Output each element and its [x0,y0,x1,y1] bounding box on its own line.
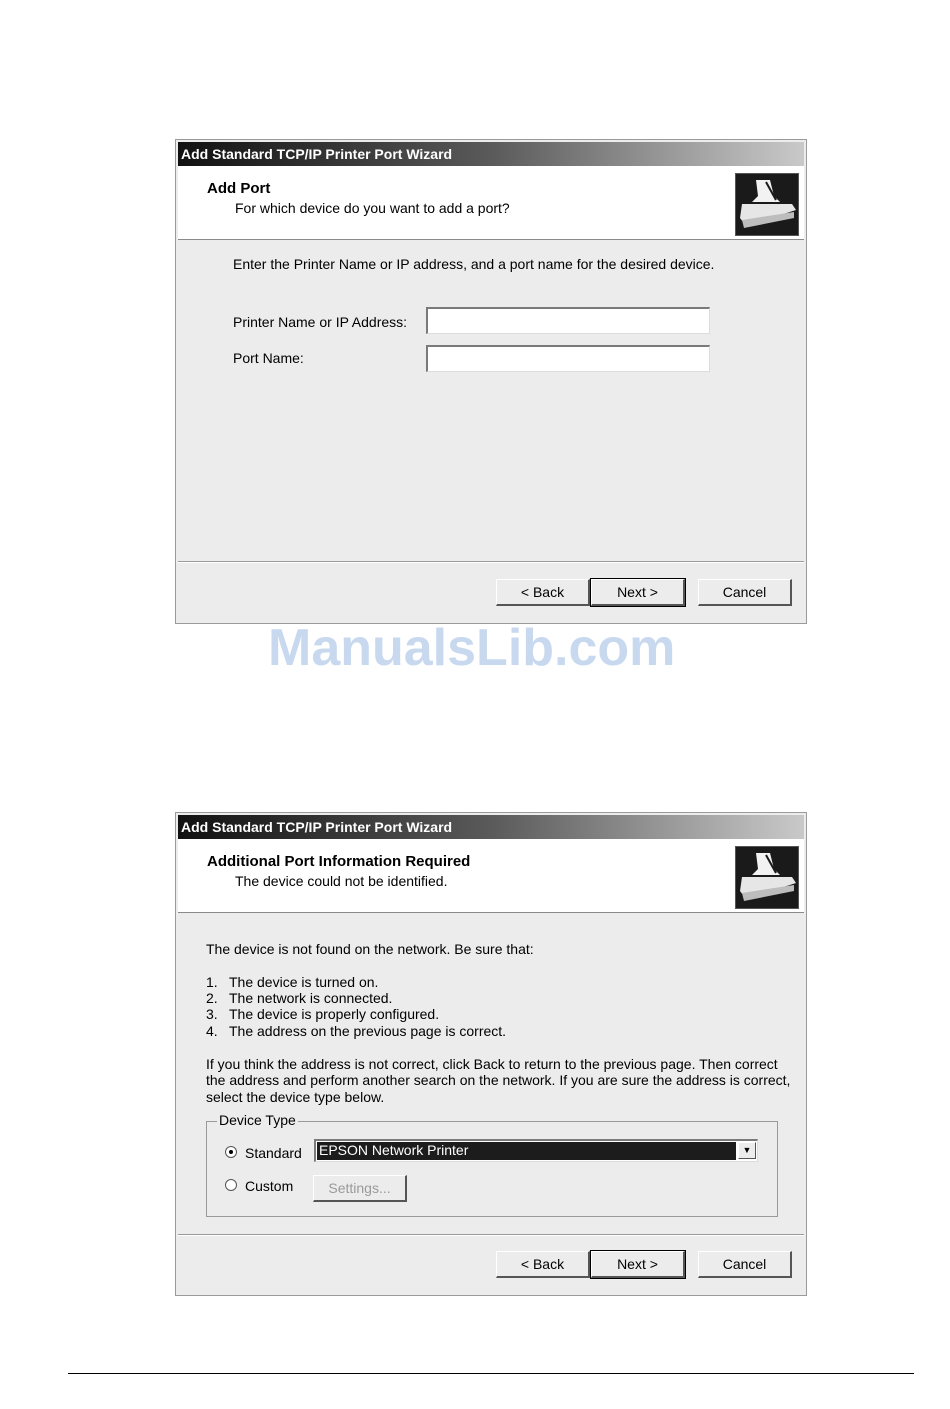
instruction-text: Enter the Printer Name or IP address, and a port name for the desired device. [233,256,715,272]
checklist-item [206,1006,439,1022]
next-button[interactable]: Next > [591,1251,685,1278]
port-name-label: Port Name: [233,350,304,366]
device-type-group [206,1112,778,1217]
custom-label[interactable]: Custom [245,1178,294,1194]
printer-icon [735,173,799,236]
cancel-button[interactable]: Cancel [698,579,792,606]
standard-label[interactable]: Standard [245,1145,302,1161]
checklist-num: 2. [206,990,218,1006]
next-button[interactable]: Next > [591,579,685,606]
wizard-header [178,839,804,913]
custom-radio[interactable] [225,1179,237,1191]
not-found-intro: The device is not found on the network. Be sure that: [206,941,534,957]
header-title: Add Port [207,180,271,197]
port-name-input[interactable] [426,345,710,372]
page-footer-rule [68,1373,914,1374]
printer-icon [735,846,799,909]
checklist-num: 1. [206,974,218,990]
standard-radio[interactable] [225,1146,237,1158]
checklist-text: The device is turned on. [229,974,379,990]
checklist-item [206,1023,506,1039]
printer-name-label [233,314,407,330]
dialog-title: Add Standard TCP/IP Printer Port Wizard [178,815,804,839]
advice-text-line: If you think the address is not correct, click Back to return to the previous page. Then correct [206,1056,778,1072]
button-separator [178,561,804,563]
back-button[interactable]: < Back [496,1251,590,1278]
wizard-header [178,166,804,240]
button-separator [178,1234,804,1236]
checklist-text: The address on the previous page is correct. [229,1023,507,1039]
dialog-title: Add Standard TCP/IP Printer Port Wizard [178,142,804,166]
additional-port-info-dialog [175,812,807,1296]
header-title: Additional Port Information Required [207,853,471,870]
back-button[interactable]: < Back [496,579,590,606]
checklist-text: The network is connected. [229,990,393,1006]
checklist-item [206,990,392,1006]
advice-text-line: select the device type below. [206,1089,385,1105]
watermark: ManualsLib.com [268,619,676,677]
device-type-select[interactable] [314,1139,758,1162]
settings-button[interactable]: Settings... [313,1175,407,1202]
checklist-text: The device is properly configured. [229,1006,440,1022]
checklist-num: 3. [206,1006,218,1022]
printer-name-label-text: Printer Name or IP Address: [233,314,408,330]
chevron-down-icon[interactable]: ▼ [738,1142,756,1159]
header-subtitle: The device could not be identified. [235,873,448,889]
device-type-select-value: EPSON Network Printer [317,1142,736,1160]
header-subtitle: For which device do you want to add a port? [235,200,510,216]
add-port-dialog [175,139,807,624]
cancel-button[interactable]: Cancel [698,1251,792,1278]
advice-text-line: the address and perform another search on the network. If you are sure the address is correct, [206,1072,791,1088]
device-type-label: Device Type [219,1112,296,1128]
printer-name-input[interactable] [426,307,710,334]
checklist-num: 4. [206,1023,218,1039]
checklist-item [206,974,378,990]
